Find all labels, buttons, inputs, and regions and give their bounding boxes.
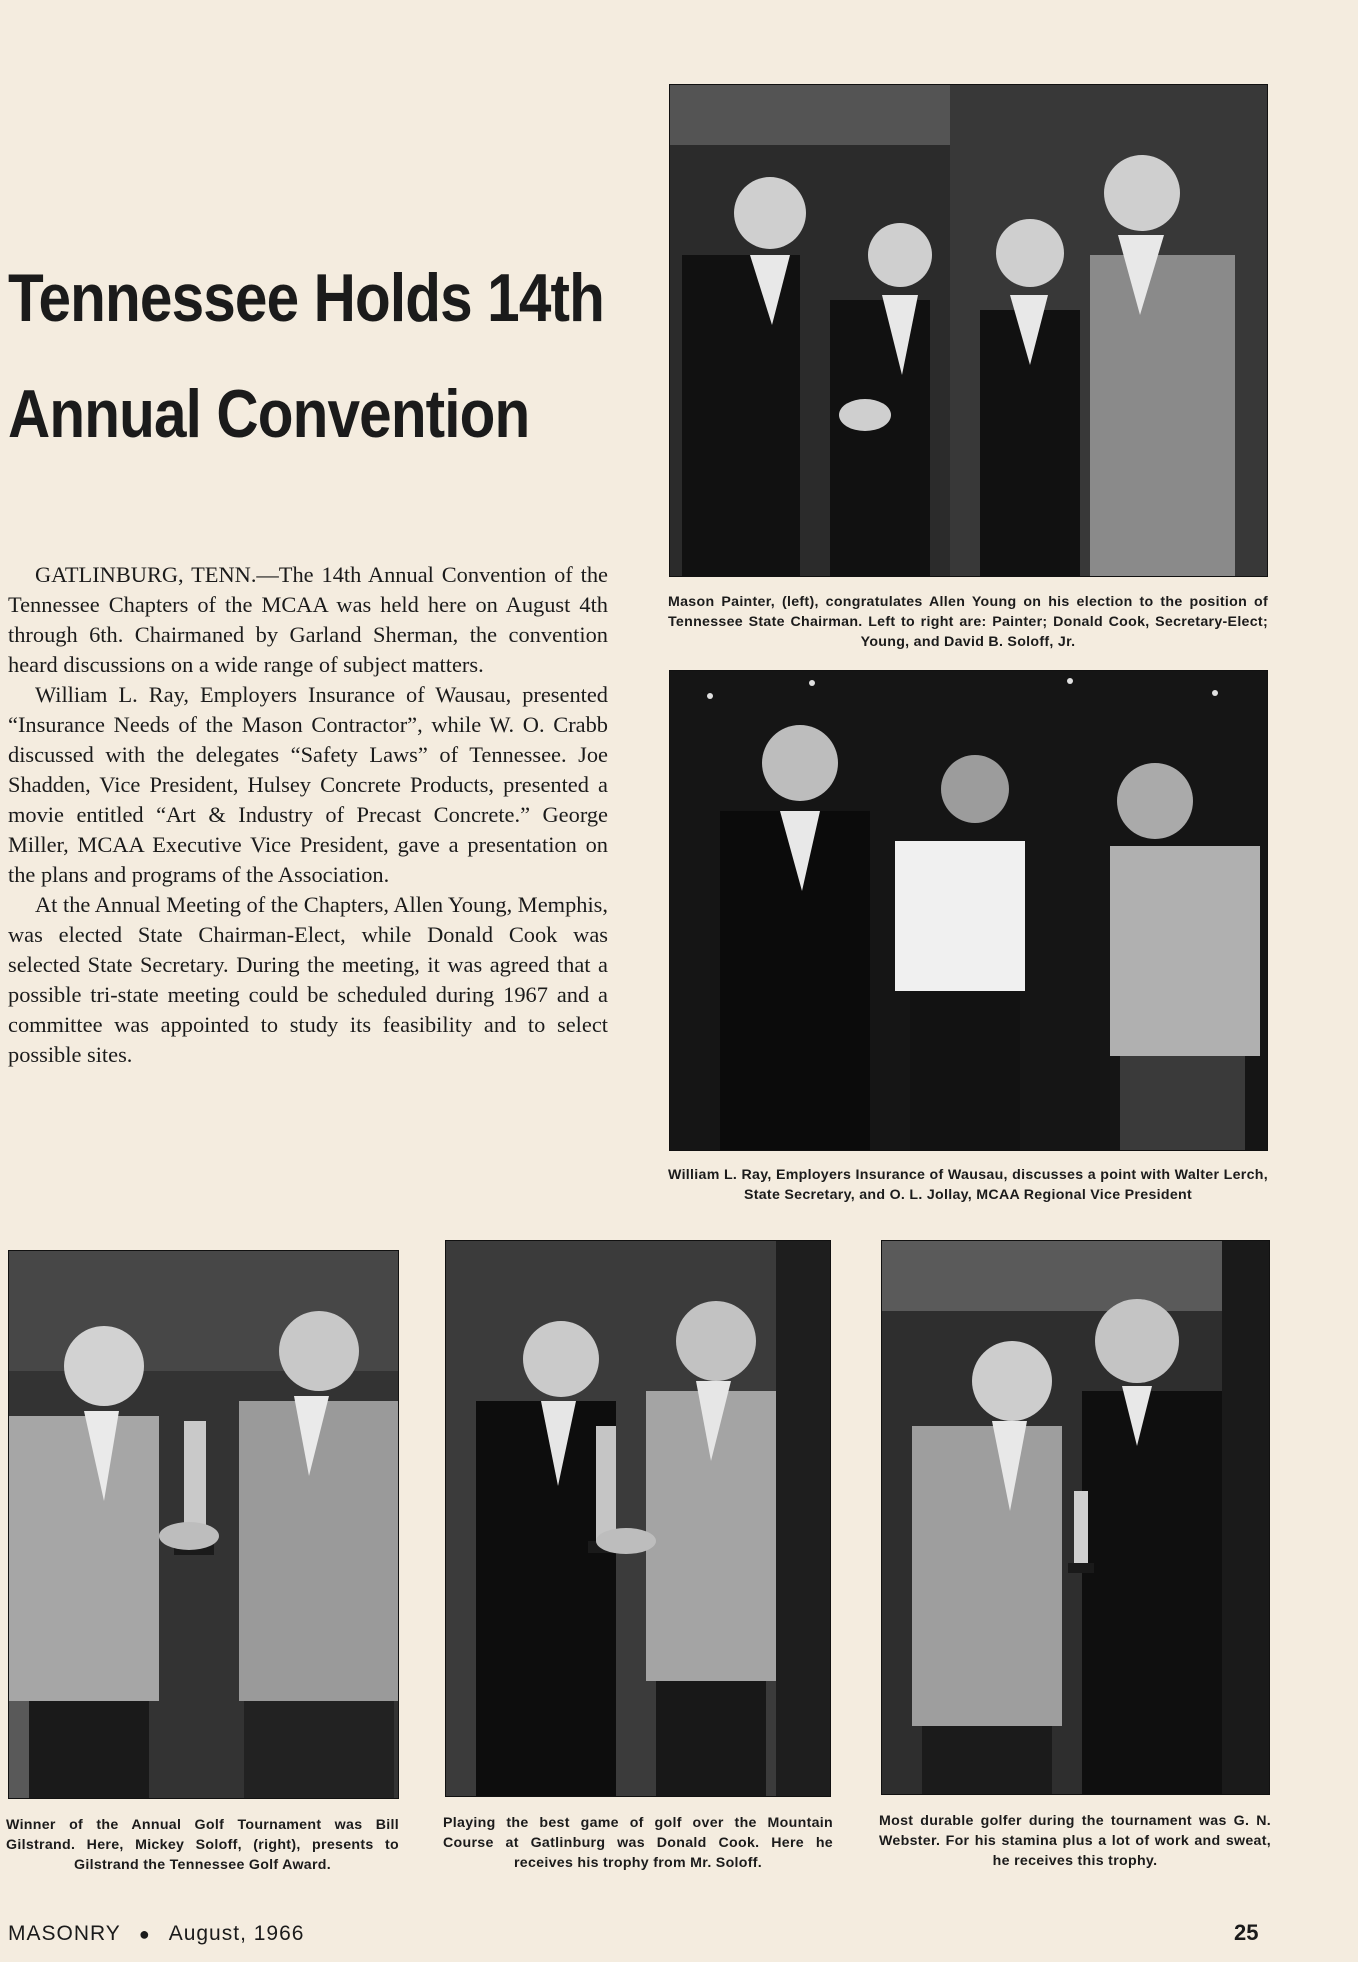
caption-discussion: William L. Ray, Employers Insurance of Wausau, discusses a point with Walter Lerch, State Secretary, and O. L. Jollay, MCAA Regional Vice President [668,1167,1268,1203]
caption-golf-award: Winner of the Annual Golf Tournament was Bill Gilstrand. Here, Mickey Soloff, (right), presents to Gilstrand the Tennessee Golf Award. [6,1817,399,1873]
photo-golf-award [8,1250,399,1799]
page-number: 25 [1234,1920,1259,1945]
caption-durable-golfer: Most durable golfer during the tournament was G. N. Webster. For his stamina plus a lot of work and sweat, he receives this trophy. [879,1813,1271,1869]
caption-best-game: Playing the best game of golf over the Mountain Course at Gatlinburg was Donald Cook. Here he receives his trophy from Mr. Soloff. [443,1815,833,1871]
photo-durable-golfer [881,1240,1270,1795]
issue-date: August, 1966 [168,1922,305,1945]
publication-name: MASONRY [8,1922,121,1945]
headline-line-1: Tennessee Holds 14th [8,260,604,336]
headline-line-2: Annual Convention [8,376,530,452]
photo-best-game [445,1240,831,1797]
caption-handshake: Mason Painter, (left), congratulates Allen Young on his election to the position of Tennessee State Chairman. Left to right are: Painter; Donald Cook, Secretary-Elect; Young, and David B. Soloff, Jr. [668,594,1268,650]
paragraph-1: GATLINBURG, TENN.—The 14th Annual Convention of the Tennessee Chapters of the MCAA was held here on August 4th through 6th. Chairmaned by Garland Sherman, the convention heard discussions on a wide range of subject matters. [8,562,608,677]
page-footer [8,1922,304,1946]
photo-handshake [669,84,1268,577]
paragraph-3: At the Annual Meeting of the Chapters, Allen Young, Memphis, was elected State Chairman-Elect, while Donald Cook was selected State Secretary. During the meeting, it was agreed that a possible tri-state meeting could be scheduled during 1967 and a committee was appointed to study its feasibility and to select possible sites. [8,892,608,1067]
article-body [8,560,608,1070]
article-headline [8,240,604,472]
footer-bullet: ● [138,1924,151,1944]
paragraph-2: William L. Ray, Employers Insurance of Wausau, presented “Insurance Needs of the Mason Contractor”, while W. O. Crabb discussed with the delegates “Safety Laws” of Tennessee. Joe Shadden, Vice President, Hulsey Concrete Products, presented a movie entitled “Art & Industry of Precast Concrete.” George Miller, MCAA Executive Vice President, gave a presentation on the plans and programs of the Association. [8,682,608,887]
photo-discussion [669,670,1268,1151]
